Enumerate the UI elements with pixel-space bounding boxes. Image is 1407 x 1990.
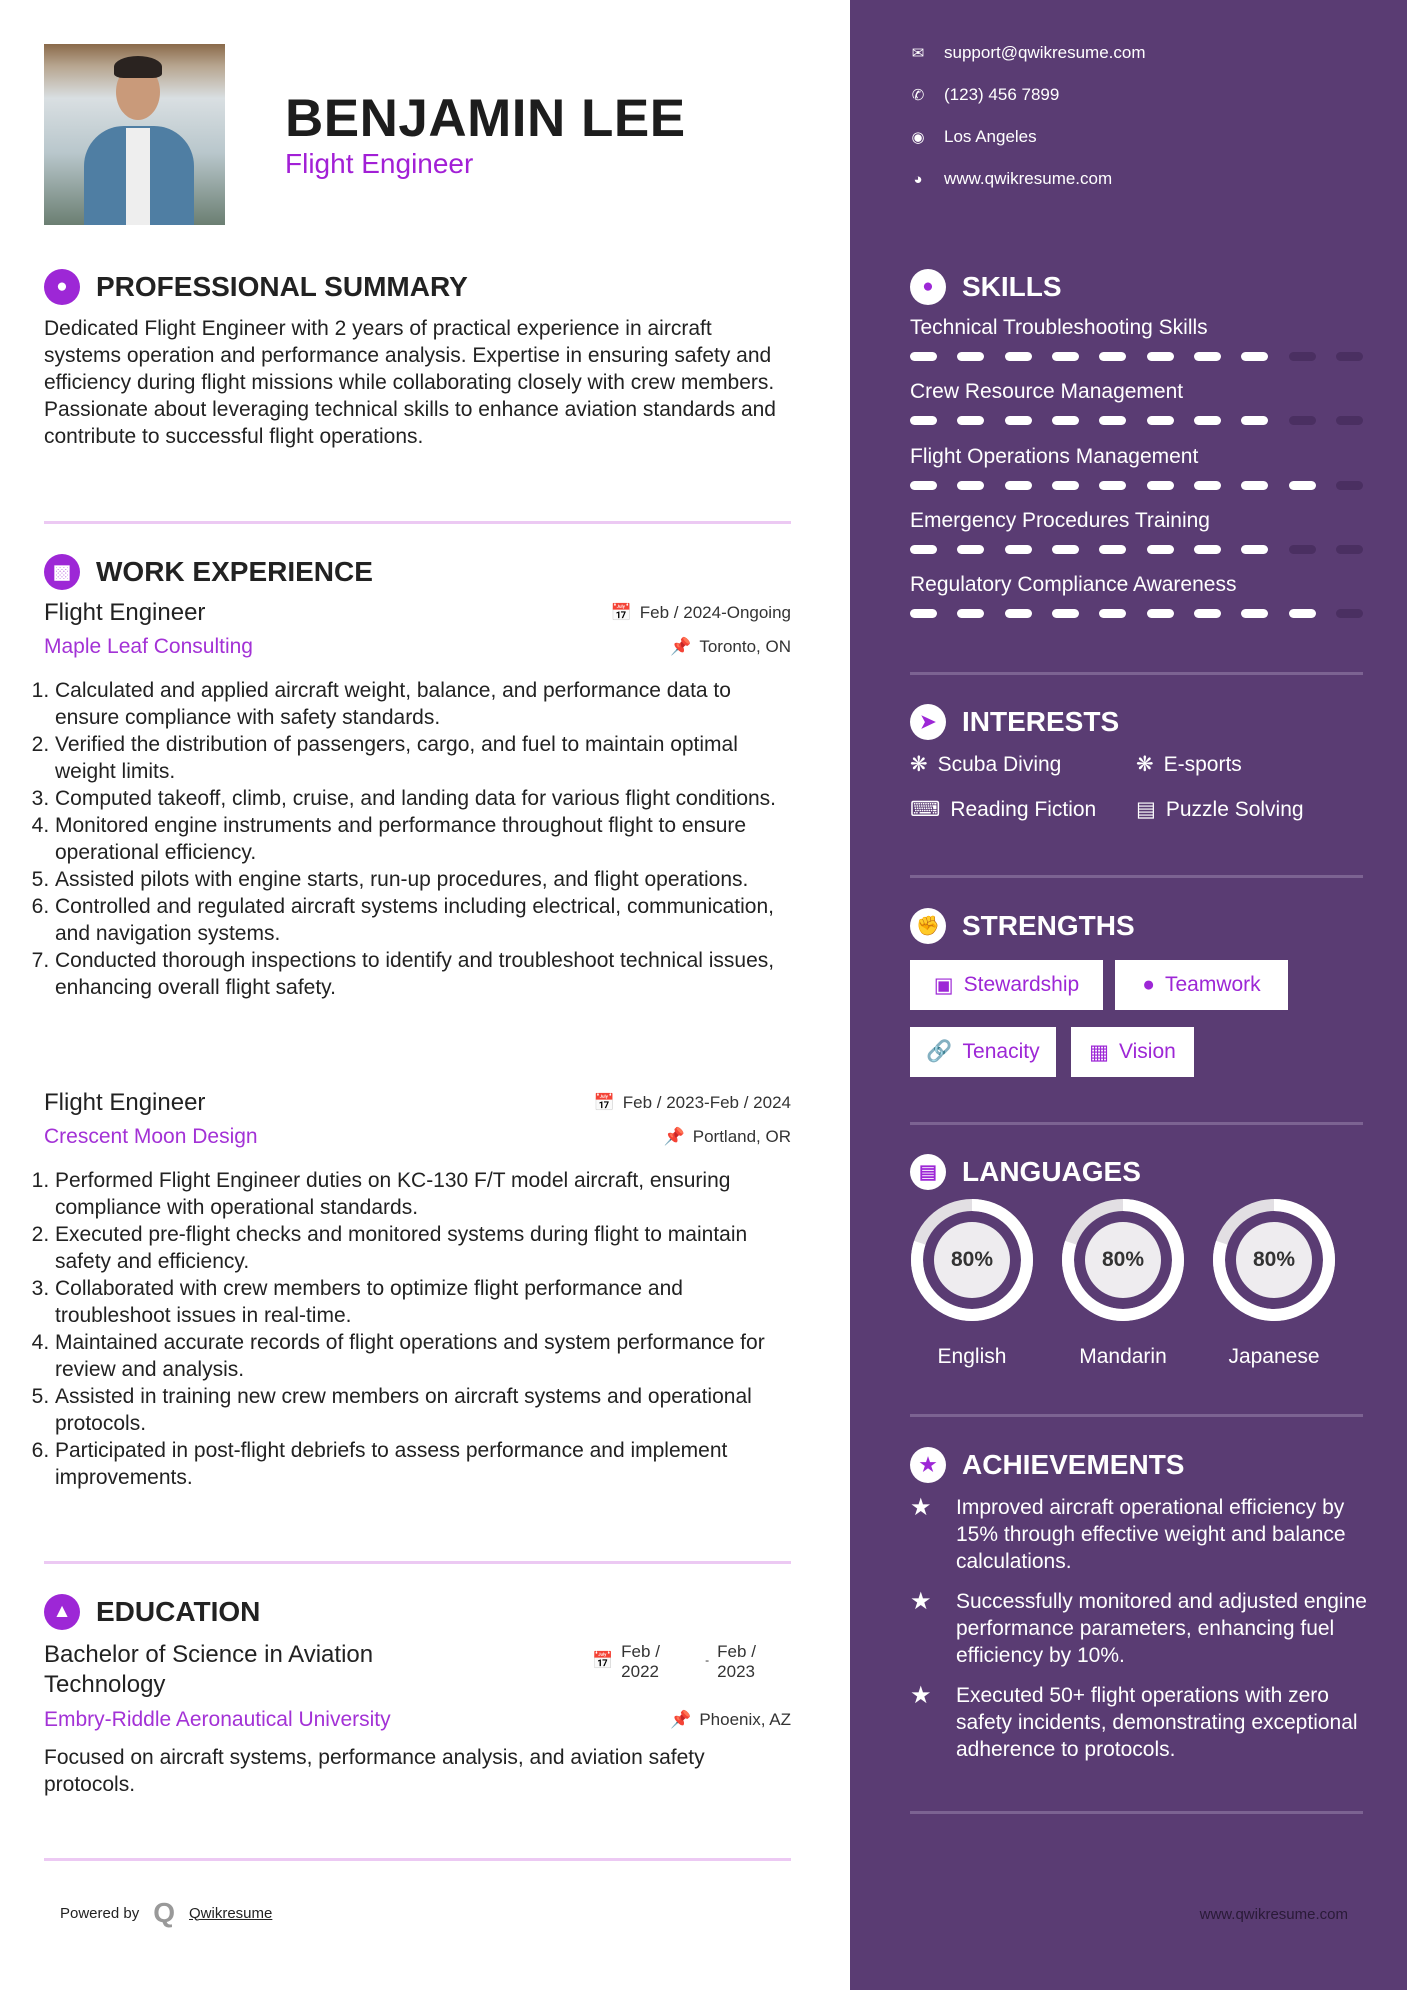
shooting-star-icon: ★ (910, 1494, 932, 1521)
skill-level-dash (1147, 609, 1174, 618)
achievements-heading (910, 1447, 1184, 1483)
job-location (664, 1127, 791, 1147)
calendar-icon: 📅 (593, 1093, 615, 1112)
skill-level-dash (1005, 416, 1032, 425)
briefcase-icon: ▣ (933, 973, 954, 997)
experience-heading-text: WORK EXPERIENCE (96, 556, 373, 587)
email-text: support@qwikresume.com (944, 43, 1146, 62)
skill-level-dash (957, 481, 984, 490)
skill-level-dash (1052, 416, 1079, 425)
achievement-text: Improved aircraft operational efficiency by 15% through effective weight and balance calculations. (956, 1496, 1346, 1573)
phone-icon: ✆ (911, 87, 925, 104)
school: Embry-Riddle Aeronautical University (44, 1708, 391, 1731)
job-title: Flight Engineer (44, 1089, 206, 1116)
footer-powered-by (60, 1897, 272, 1929)
job-entry (44, 599, 791, 1001)
globe-icon: ◕ (913, 170, 923, 188)
skill-level-dash (1241, 352, 1268, 361)
language-percent: 80% (950, 1248, 994, 1271)
bullet: 5. Assisted pilots with engine starts, run-up procedures, and flight operations. (55, 866, 796, 893)
bullet: 1. Performed Flight Engineer duties on KC-130 F/T model aircraft, ensuring compliance with operational standards. (55, 1167, 796, 1221)
skill-level-dash (910, 545, 937, 554)
start-month: Feb / (621, 1642, 660, 1661)
skill-name: Crew Resource Management (910, 380, 1184, 404)
skill-level-dash (1147, 481, 1174, 490)
interest-item (1136, 797, 1304, 822)
skill-level-dash (1005, 545, 1032, 554)
footer-url[interactable]: www.qwikresume.com (1199, 1906, 1348, 1923)
skill-level-dash (1194, 481, 1221, 490)
binoculars-icon: ▦ (1089, 1040, 1109, 1064)
skill-level-bar (910, 416, 1363, 425)
phone-text: (123) 456 7899 (944, 85, 1060, 104)
interest-label: Scuba Diving (937, 752, 1062, 776)
contact-email[interactable] (910, 43, 1146, 63)
strength-label: Tenacity (962, 1040, 1040, 1063)
language-item (1212, 1198, 1336, 1369)
interests-heading (910, 704, 1119, 740)
language-name: Mandarin (1079, 1345, 1167, 1368)
languages-heading-text: LANGUAGES (962, 1156, 1141, 1187)
interest-item (910, 752, 1061, 777)
skill-item (910, 573, 1363, 618)
skill-level-dash (1289, 481, 1316, 490)
skill-level-dash (1289, 545, 1316, 554)
skill-level-dash (1005, 609, 1032, 618)
strength-label: Teamwork (1164, 973, 1261, 996)
envelope-icon: ✉ (911, 45, 925, 62)
skill-level-dash (1241, 609, 1268, 618)
job-location (670, 637, 791, 657)
book-icon: ▤ (1136, 798, 1156, 821)
qwikresume-logo-icon: Q (153, 1897, 175, 1928)
skill-level-bar (910, 545, 1363, 554)
divider (910, 672, 1363, 675)
paper-plane-icon: ➤ (910, 704, 946, 740)
skill-level-dash (1194, 416, 1221, 425)
skill-level-dash (1194, 352, 1221, 361)
chair-icon: ▩ (44, 554, 80, 590)
strength-label: Vision (1119, 1040, 1176, 1063)
bullet: 7. Conducted thorough inspections to identify and troubleshoot technical issues, enhancing overall flight safety. (55, 947, 796, 1001)
strength-badge (910, 1027, 1056, 1077)
star-badge-icon: ★ (910, 1447, 946, 1483)
divider (44, 521, 791, 524)
skill-level-dash (1194, 545, 1221, 554)
strength-badge (910, 960, 1103, 1010)
job-company: Crescent Moon Design (44, 1125, 258, 1148)
skill-level-bar (910, 609, 1363, 618)
interest-label: E-sports (1163, 752, 1242, 776)
lifebuoy-icon: ❋ (910, 753, 928, 776)
language-name: English (937, 1345, 1007, 1368)
end-month: Feb / (717, 1642, 756, 1661)
skill-level-dash (1194, 609, 1221, 618)
achievement-item (910, 1682, 1370, 1763)
map-marker-icon: ◉ (911, 129, 925, 146)
skill-level-dash (1005, 481, 1032, 490)
bullet: 2. Executed pre-flight checks and monitored systems during flight to maintain safety and efficiency. (55, 1221, 796, 1275)
bullet: 4. Maintained accurate records of flight operations and system performance for review and analysis. (55, 1329, 796, 1383)
strengths-heading (910, 908, 1135, 944)
skill-level-dash (1099, 416, 1126, 425)
bullet: 2. Verified the distribution of passengers, cargo, and fuel to maintain optimal weight limits. (55, 731, 796, 785)
job-dates (611, 603, 791, 623)
strength-badge (1071, 1027, 1194, 1077)
skill-level-dash (910, 609, 937, 618)
skill-level-dash (957, 609, 984, 618)
bullet: 3. Collaborated with crew members to optimize flight performance and troubleshoot issues in real-time. (55, 1275, 796, 1329)
degree: Bachelor of Science in Aviation Technology (44, 1641, 374, 1698)
skill-item (910, 316, 1363, 361)
lifebuoy-icon: ❋ (1136, 753, 1154, 776)
bullet: 5. Assisted in training new crew members on aircraft systems and operational protocols. (55, 1383, 796, 1437)
lightbulb-icon: ● (910, 269, 946, 305)
education-heading-text: EDUCATION (96, 1596, 261, 1627)
education-location-text: Phoenix, AZ (699, 1710, 791, 1729)
education-location (670, 1710, 791, 1730)
job-dates (594, 1093, 791, 1113)
summary-text: Dedicated Flight Engineer with 2 years of practical experience in aircraft systems operation and performance analysis. Expertise in ensuring safety and efficiency during flight missions while collaborating closely with crew members. Passionate about leveraging technical skills to enhance aviation standards and contribute to successful flight operations. (44, 317, 776, 448)
skill-level-dash (1147, 416, 1174, 425)
pin-icon: 📌 (663, 1127, 685, 1146)
job-bullets (36, 1167, 796, 1491)
skill-level-dash (1289, 352, 1316, 361)
strength-label: Stewardship (963, 973, 1080, 996)
job-location-text: Toronto, ON (699, 637, 791, 656)
skill-item (910, 380, 1363, 425)
skill-level-dash (1052, 609, 1079, 618)
achievements-heading-text: ACHIEVEMENTS (962, 1449, 1185, 1480)
job-company: Maple Leaf Consulting (44, 635, 253, 658)
powered-by-text: Powered by (60, 1904, 140, 1922)
bullet: 1. Calculated and applied aircraft weight, balance, and performance data to ensure compliance with safety standards. (55, 677, 796, 731)
skill-level-dash (1147, 352, 1174, 361)
achievement-item (910, 1588, 1370, 1669)
pin-icon: 📌 (670, 1710, 692, 1729)
job-dates-text: Feb / 2023-Feb / 2024 (622, 1093, 791, 1112)
skill-level-dash (1052, 545, 1079, 554)
bullet: 6. Participated in post-flight debriefs to assess performance and implement improvements. (55, 1437, 796, 1491)
candidate-title: Flight Engineer (285, 148, 474, 179)
skill-level-bar (910, 352, 1363, 361)
contact-phone (910, 85, 1059, 105)
skill-level-dash (1336, 609, 1363, 618)
skill-level-dash (1336, 481, 1363, 490)
achievement-item (910, 1494, 1370, 1575)
skill-level-dash (957, 416, 984, 425)
skills-heading-text: SKILLS (962, 271, 1062, 302)
skill-level-dash (1099, 352, 1126, 361)
interests-heading-text: INTERESTS (962, 706, 1120, 737)
language-name: Japanese (1228, 1345, 1320, 1368)
start-year: 2022 (621, 1662, 659, 1681)
skill-item (910, 509, 1363, 554)
skill-level-dash (1099, 609, 1126, 618)
website-text: www.qwikresume.com (944, 169, 1113, 188)
interest-item (910, 797, 1096, 822)
language-item (1061, 1198, 1185, 1369)
contact-location (910, 127, 1037, 147)
calendar-icon: 📅 (592, 1651, 614, 1670)
date-separator: - (705, 1653, 710, 1667)
divider (44, 1858, 791, 1861)
education-dates (592, 1642, 756, 1682)
skill-level-dash (1241, 481, 1268, 490)
summary-heading (44, 269, 468, 305)
interest-label: Puzzle Solving (1165, 797, 1304, 821)
location-text: Los Angeles (944, 127, 1037, 146)
language-item (910, 1198, 1034, 1369)
profile-photo (44, 44, 225, 225)
skill-level-dash (1241, 545, 1268, 554)
skill-level-dash (910, 416, 937, 425)
shooting-star-icon: ★ (910, 1682, 932, 1709)
end-year: 2023 (717, 1662, 755, 1681)
languages-heading (910, 1154, 1141, 1190)
achievement-text: Executed 50+ flight operations with zero safety incidents, demonstrating exceptional adherence to protocols. (956, 1684, 1358, 1761)
strength-badge (1115, 960, 1288, 1010)
bullet: 4. Monitored engine instruments and performance throughout flight to ensure operational efficiency. (55, 812, 796, 866)
gamepad-icon: ⌨ (910, 798, 941, 821)
skill-level-bar (910, 481, 1363, 490)
candidate-name: BENJAMIN LEE (285, 89, 686, 148)
bullet: 3. Computed takeoff, climb, cruise, and landing data for various flight conditions. (55, 785, 796, 812)
interest-label: Reading Fiction (950, 797, 1097, 821)
divider (910, 1414, 1363, 1417)
divider (910, 875, 1363, 878)
skill-level-dash (1289, 416, 1316, 425)
skill-level-dash (1336, 352, 1363, 361)
bullet: 6. Controlled and regulated aircraft systems including electrical, communication, and navigation systems. (55, 893, 796, 947)
skill-name: Emergency Procedures Training (910, 508, 1210, 532)
experience-heading (44, 554, 373, 590)
education-heading (44, 1594, 260, 1630)
job-location-text: Portland, OR (692, 1127, 791, 1146)
divider (910, 1122, 1363, 1125)
skill-level-dash (1099, 481, 1126, 490)
skill-level-dash (1289, 609, 1316, 618)
education-description: Focused on aircraft systems, performance analysis, and aviation safety protocols. (44, 1746, 705, 1796)
skill-level-dash (957, 545, 984, 554)
pin-icon: 📌 (670, 637, 692, 656)
strengths-heading-text: STRENGTHS (962, 910, 1135, 941)
qwikresume-link[interactable]: Qwikresume (189, 1904, 273, 1922)
skill-item (910, 445, 1363, 490)
summary-heading-text: PROFESSIONAL SUMMARY (96, 271, 468, 302)
skill-level-dash (1099, 545, 1126, 554)
language-percent: 80% (1101, 1248, 1145, 1271)
skill-name: Flight Operations Management (910, 444, 1199, 468)
skills-heading (910, 269, 1062, 305)
user-icon: ● (44, 269, 80, 305)
skill-level-dash (1147, 545, 1174, 554)
sidebar (850, 0, 1407, 1990)
skill-level-dash (1052, 481, 1079, 490)
shooting-star-icon: ★ (910, 1588, 932, 1615)
skill-level-dash (957, 352, 984, 361)
translate-icon: ▤ (910, 1154, 946, 1190)
language-percent: 80% (1252, 1248, 1296, 1271)
divider (44, 1561, 791, 1564)
skill-level-dash (1336, 416, 1363, 425)
achievement-text: Successfully monitored and adjusted engine performance parameters, enhancing fuel efficiency by 10%. (956, 1590, 1367, 1667)
contact-website[interactable] (910, 169, 1112, 189)
calendar-icon: 📅 (610, 603, 632, 622)
graduate-icon: ▲ (44, 1594, 80, 1630)
users-icon: ● (1142, 973, 1155, 996)
skill-name: Technical Troubleshooting Skills (910, 316, 1208, 339)
skill-level-dash (1005, 352, 1032, 361)
job-entry (44, 1089, 791, 1491)
fist-icon: ✊ (910, 908, 946, 944)
job-title: Flight Engineer (44, 599, 206, 626)
skill-level-dash (910, 481, 937, 490)
divider (910, 1811, 1363, 1814)
interest-item (1136, 752, 1242, 777)
job-dates-text: Feb / 2024-Ongoing (639, 603, 791, 622)
skill-level-dash (1052, 352, 1079, 361)
skill-name: Regulatory Compliance Awareness (910, 573, 1237, 597)
job-bullets (36, 677, 796, 1001)
skill-level-dash (910, 352, 937, 361)
link-icon: 🔗 (926, 1040, 953, 1063)
skill-level-dash (1241, 416, 1268, 425)
skill-level-dash (1336, 545, 1363, 554)
